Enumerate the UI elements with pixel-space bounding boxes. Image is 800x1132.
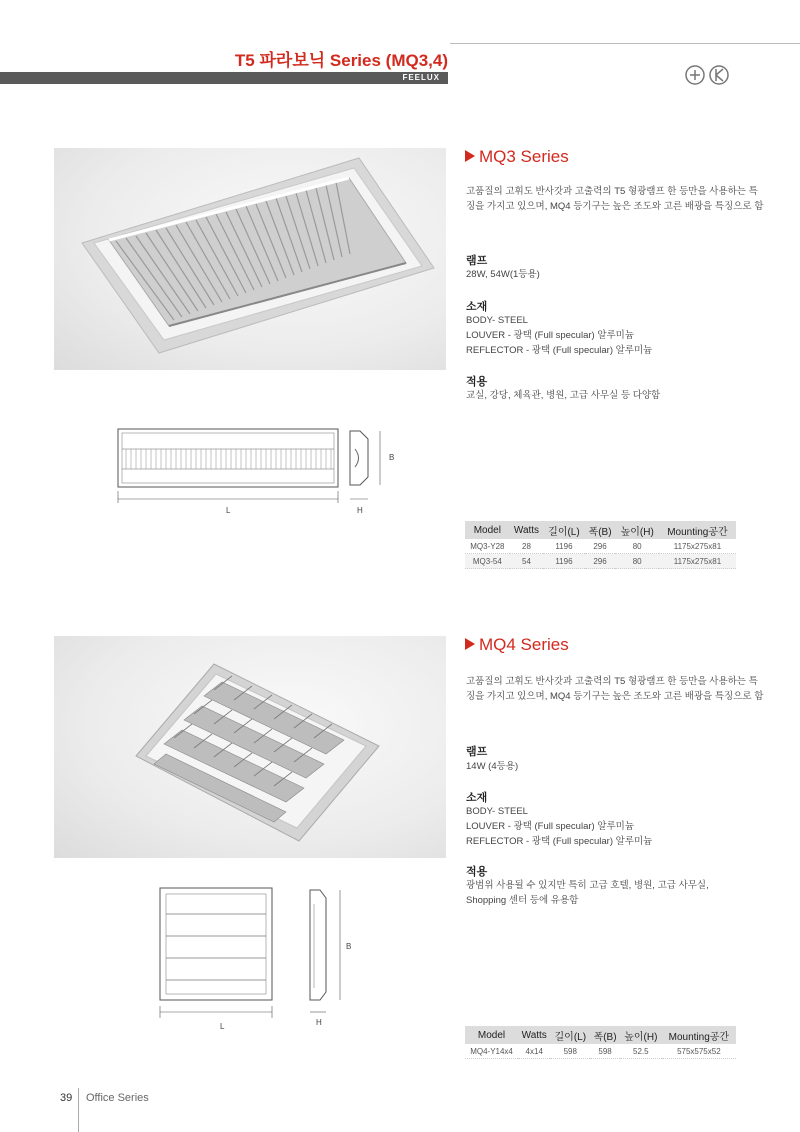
col-width: 폭(B) <box>590 1026 620 1044</box>
mq3-dim-b: B <box>389 453 395 462</box>
col-watts: Watts <box>518 1026 550 1044</box>
col-width: 폭(B) <box>585 521 616 539</box>
mq4-fixture-illustration <box>54 636 446 858</box>
mq4-material-heading: 소재 <box>466 792 488 804</box>
mq4-dimension-drawing <box>150 884 370 1024</box>
triangle-marker-icon <box>465 638 475 650</box>
cell: 296 <box>585 539 616 554</box>
mq3-dimension-drawing <box>110 425 410 520</box>
cell: 1175x275x81 <box>659 539 736 554</box>
mq4-section-title: MQ4 Series <box>465 635 569 655</box>
mq4-use-heading: 적용 <box>466 866 488 878</box>
cell: 80 <box>615 554 658 569</box>
col-model: Model <box>465 1026 518 1044</box>
mq3-material-line: LOUVER - 광택 (Full specular) 알루미늄 <box>466 330 635 341</box>
mq3-product-photo <box>54 148 446 370</box>
cell: 80 <box>615 539 658 554</box>
col-watts: Watts <box>510 521 544 539</box>
mq4-use-line: Shopping 센터 등에 유용함 <box>466 895 579 906</box>
col-model: Model <box>465 521 510 539</box>
mq3-fixture-illustration <box>54 148 446 370</box>
mq4-spec-table <box>465 1026 736 1059</box>
cell: MQ4-Y14x4 <box>465 1044 518 1059</box>
brand-label: FEELUX <box>402 73 440 82</box>
ks-cert-icon <box>684 64 706 86</box>
cell: MQ3-Y28 <box>465 539 510 554</box>
cell: 598 <box>590 1044 620 1059</box>
table-header-row <box>465 1026 736 1044</box>
mq3-use-heading: 적용 <box>466 376 488 388</box>
cell: 1175x275x81 <box>659 554 736 569</box>
cell: 4x14 <box>518 1044 550 1059</box>
cell: 52.5 <box>620 1044 662 1059</box>
mq4-material-line: BODY- STEEL <box>466 806 528 817</box>
footer-divider <box>78 1088 79 1132</box>
col-length: 길이(L) <box>543 521 584 539</box>
triangle-marker-icon <box>465 150 475 162</box>
table-row <box>465 539 736 554</box>
table-header-row <box>465 521 736 539</box>
mq3-dim-h: H <box>357 506 363 515</box>
mq3-description: 고품질의 고휘도 반사갓과 고출력의 T5 형광램프 한 등만을 사용하는 특징을 가지고 있으며, MQ4 등기구는 높은 조도와 고른 배광을 특징으로 함 <box>466 186 764 212</box>
mq4-dim-h: H <box>316 1018 322 1027</box>
mq4-lamp-text: 14W (4등용) <box>466 761 519 772</box>
mq3-spec-table <box>465 521 736 569</box>
cell: 54 <box>510 554 544 569</box>
cell: 575x575x52 <box>662 1044 736 1059</box>
header-rule <box>450 43 800 44</box>
table-row <box>465 554 736 569</box>
mq3-material-line: BODY- STEEL <box>466 315 528 326</box>
col-mounting: Mounting공간 <box>662 1026 736 1044</box>
cell: 1196 <box>543 554 584 569</box>
mq4-use-line: 광범위 사용될 수 있지만 특히 고급 호텔, 병원, 고급 사무실, <box>466 880 709 891</box>
mq3-lamp-text: 28W, 54W(1등용) <box>466 269 540 280</box>
cell: MQ3-54 <box>465 554 510 569</box>
mq3-material-heading: 소재 <box>466 301 488 313</box>
page-number: 39 <box>60 1092 73 1104</box>
cell: 598 <box>550 1044 590 1059</box>
mq3-section-title: MQ3 Series <box>465 147 569 167</box>
cell: 296 <box>585 554 616 569</box>
footer-section-label: Office Series <box>86 1092 149 1104</box>
mq3-use-text: 교실, 강당, 체육관, 병원, 고급 사무실 등 다양함 <box>466 390 661 401</box>
mq3-dim-l: L <box>226 506 231 515</box>
mq4-product-photo <box>54 636 446 858</box>
header-bar <box>0 72 448 84</box>
mq4-description: 고품질의 고휘도 반사갓과 고출력의 T5 형광램프 한 등만을 사용하는 특징을 가지고 있으며, MQ4 등기구는 높은 조도와 고른 배광을 특징으로 함 <box>466 676 764 702</box>
kc-cert-icon <box>708 64 730 86</box>
col-mounting: Mounting공간 <box>659 521 736 539</box>
mq4-material-line: REFLECTOR - 광택 (Full specular) 알루미늄 <box>466 836 653 847</box>
mq4-dim-l: L <box>220 1022 225 1031</box>
cell: 28 <box>510 539 544 554</box>
mq3-lamp-heading: 램프 <box>466 255 488 267</box>
mq4-lamp-heading: 램프 <box>466 746 488 758</box>
col-height: 높이(H) <box>620 1026 662 1044</box>
table-row <box>465 1044 736 1059</box>
mq4-dim-b: B <box>346 942 352 951</box>
mq4-material-line: LOUVER - 광택 (Full specular) 알루미늄 <box>466 821 635 832</box>
page-title: T5 파라보닉 Series (MQ3,4) <box>234 51 448 70</box>
col-length: 길이(L) <box>550 1026 590 1044</box>
col-height: 높이(H) <box>615 521 658 539</box>
cell: 1196 <box>543 539 584 554</box>
mq3-material-line: REFLECTOR - 광택 (Full specular) 알루미늄 <box>466 345 653 356</box>
